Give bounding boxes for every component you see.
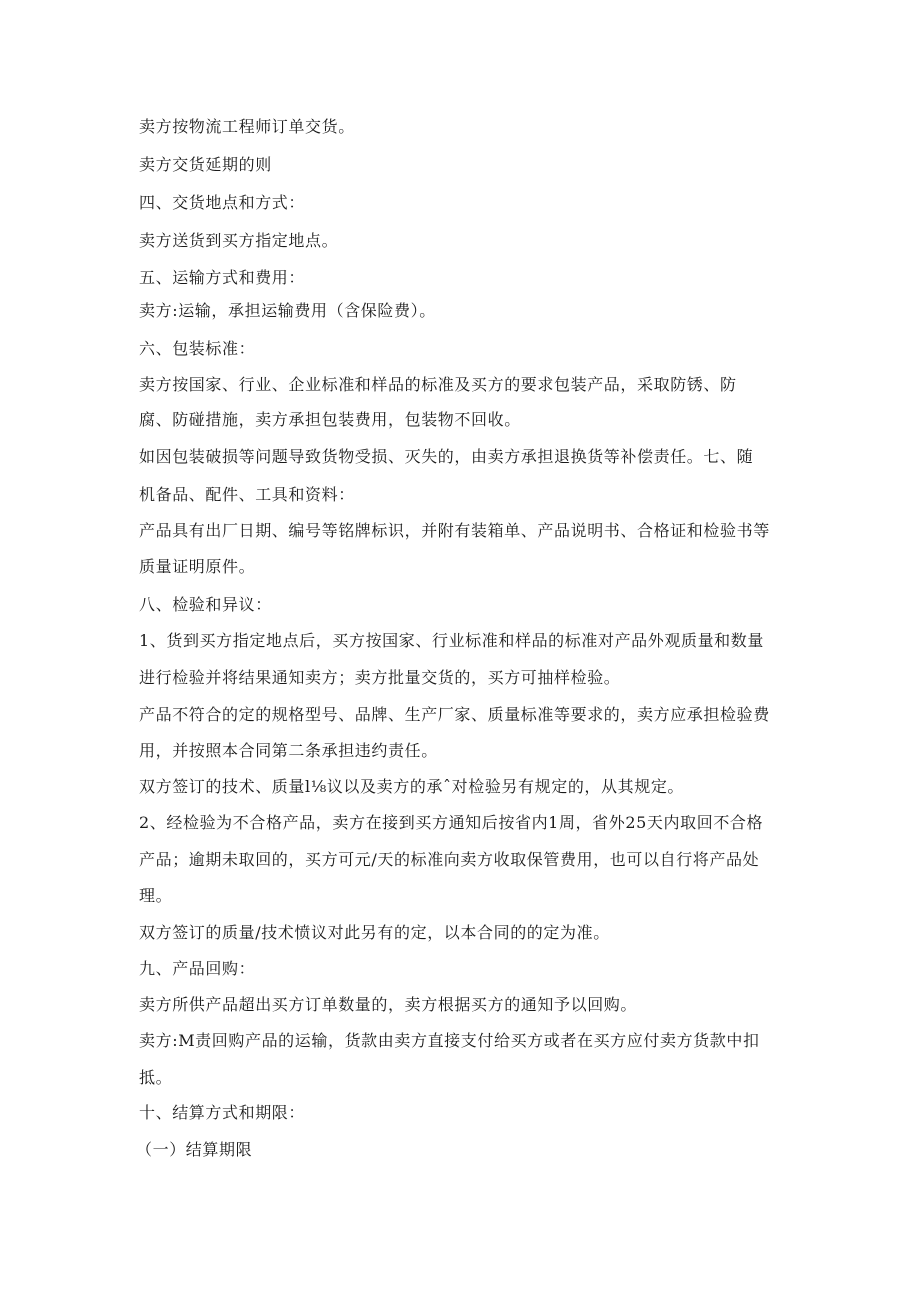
text-line: 卖方:M责回购产品的运输，货款由卖方直接支付给买方或者在买方应付卖方货款中扣 <box>139 1031 760 1050</box>
text-line: 理。 <box>139 886 173 905</box>
section-heading: 四、交货地点和方式： <box>139 193 306 212</box>
text-line: 产品不符合的定的规格型号、品牌、生产厂家、质量标准等要求的，卖方应承担检验费 <box>139 705 770 724</box>
text-line: 双方签订的技术、质量l⅛议以及卖方的承ˆ对检验另有规定的，从其规定。 <box>139 777 685 796</box>
section-heading: 九、产品回购： <box>139 959 256 978</box>
text-line: 卖方交货延期的则 <box>139 155 272 174</box>
section-heading: 六、包装标准： <box>139 339 256 358</box>
text-line: 用，并按照本合同第二条承担违约责任。 <box>139 741 438 760</box>
text-line: 质量证明原件。 <box>139 557 256 576</box>
text-line: 1、货到买方指定地点后，买方按国家、行业标准和样品的标准对产品外观质量和数量 <box>139 631 764 650</box>
text-line: 产品；逾期未取回的，买方可元/天的标准向卖方收取保管费用，也可以自行将产品处 <box>139 850 760 869</box>
text-line: 双方签订的质量/技术愤议对此另有的定，以本合同的的定为准。 <box>139 923 610 942</box>
text-line: 卖方按国家、行业、企业标准和样品的标准及买方的要求包装产品，采取防锈、防 <box>139 375 737 394</box>
subsection-heading: （一）结算期限 <box>136 1140 253 1159</box>
text-line: 产品具有出厂日期、编号等铭牌标识，并附有装箱单、产品说明书、合格证和检验书等 <box>139 521 770 540</box>
section-heading: 五、运输方式和费用： <box>139 268 306 287</box>
text-line: 机备品、配件、工具和资料： <box>139 485 355 504</box>
text-line: 卖方按物流工程师订单交货。 <box>139 117 355 136</box>
text-line: 卖方送货到买方指定地点。 <box>139 231 339 250</box>
text-line: 抵。 <box>139 1068 173 1087</box>
text-line: 如因包装破损等问题导致货物受损、灭失的，由卖方承担退换货等补偿责任。七、随 <box>139 447 754 466</box>
text-line: 卖方:运输，承担运输费用（含保险费）。 <box>139 301 436 320</box>
section-heading: 八、检验和异议： <box>139 595 272 614</box>
text-line: 腐、防碰措施，卖方承担包装费用，包装物不回收。 <box>139 410 521 429</box>
text-line: 2、经检验为不合格产品，卖方在接到买方通知后按省内1周，省外25天内取回不合格 <box>139 813 764 832</box>
section-heading: 十、结算方式和期限： <box>139 1103 306 1122</box>
text-line: 进行检验并将结果通知卖方；卖方批量交货的，买方可抽样检验。 <box>139 668 621 687</box>
text-line: 卖方所供产品超出买方订单数量的，卖方根据买方的通知予以回购。 <box>139 995 638 1014</box>
